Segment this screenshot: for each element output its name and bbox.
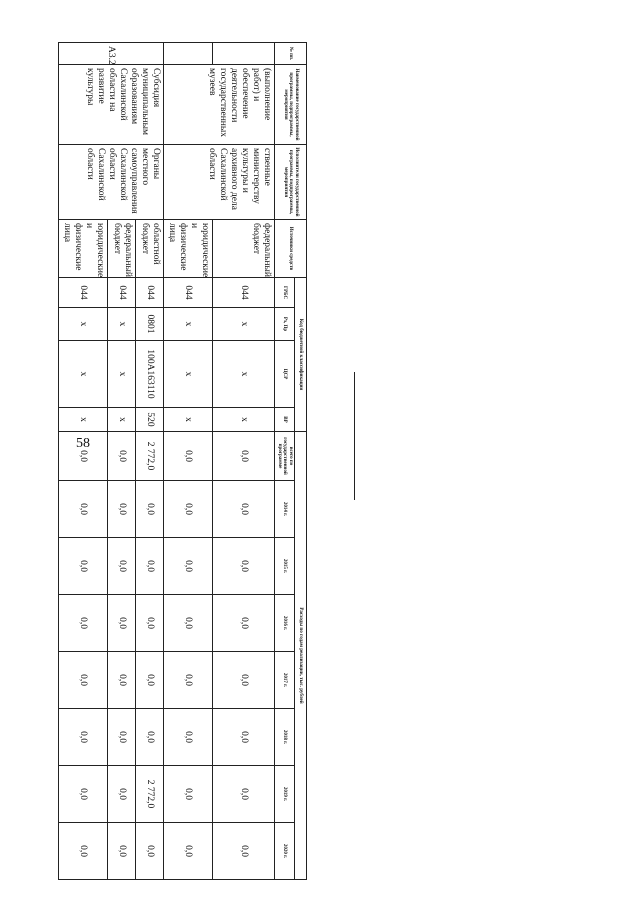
- cell-rzpr: х: [108, 308, 136, 341]
- cell-year: 0,0: [59, 766, 108, 823]
- cell-grbs: 044: [59, 278, 108, 308]
- header-num: № пп.: [275, 43, 307, 65]
- header-year: 2019 г.: [275, 766, 295, 823]
- cell-year: 0,0: [136, 481, 164, 538]
- cell-year: 0,0: [108, 823, 136, 880]
- header-source: Источники средств: [275, 220, 307, 278]
- cell-csr: 100А163110: [136, 341, 164, 408]
- cell-year: 2 772,0: [136, 766, 164, 823]
- cell-year: 0,0: [136, 538, 164, 595]
- cell-year: 0,0: [108, 481, 136, 538]
- cell-year: 0,0: [213, 538, 275, 595]
- cell-year: 0,0: [59, 823, 108, 880]
- cell-vr: х: [108, 408, 136, 432]
- header-executor: Исполнители государственной программы, подпрограммы, мероприятия: [275, 145, 307, 220]
- cell-total: 0,0: [213, 432, 275, 481]
- cell-year: 0,0: [164, 481, 213, 538]
- cell-year: 0,0: [213, 823, 275, 880]
- cell-year: 0,0: [59, 538, 108, 595]
- cell-total: 0,0: [164, 432, 213, 481]
- cell-source: федеральный бюджет: [213, 220, 275, 278]
- header-vr: ВР: [275, 408, 295, 432]
- cell-csr: х: [59, 341, 108, 408]
- cell-program: Субсидия муниципальным образованиям Сахалинской области на развитие культуры: [59, 65, 164, 145]
- header-csr: ЦСР: [275, 341, 295, 408]
- cell-total: 0,0: [108, 432, 136, 481]
- cell-grbs: 044: [136, 278, 164, 308]
- cell-executor: Органы местного самоуправления Сахалинской области Сахалинской области: [59, 145, 164, 220]
- cell-num: А3.2: [59, 43, 164, 65]
- cell-year: 0,0: [164, 766, 213, 823]
- header-year: 2018 г.: [275, 709, 295, 766]
- cell-rzpr: х: [213, 308, 275, 341]
- cell-year: 0,0: [164, 823, 213, 880]
- cell-source: областной бюджет: [136, 220, 164, 278]
- budget-table: [58, 42, 307, 880]
- cell-year: 0,0: [108, 709, 136, 766]
- cell-year: 0,0: [136, 652, 164, 709]
- header-program: Наименование государственной программы, подпрограммы, мероприятия: [275, 65, 307, 145]
- cell-year: 0,0: [213, 709, 275, 766]
- cell-year: 0,0: [164, 538, 213, 595]
- cell-num: [164, 43, 213, 65]
- cell-grbs: 044: [108, 278, 136, 308]
- table-row: [136, 43, 164, 880]
- page-number: 58: [76, 436, 90, 451]
- header-grbs: ГРБС: [275, 278, 295, 308]
- header-expenses: Расходы по годам реализации, тыс. рублей: [295, 432, 307, 880]
- cell-executor: ственные министерству культуры и архивного дела Сахалинской области: [164, 145, 275, 220]
- cell-year: 0,0: [108, 766, 136, 823]
- header-year: 2014 г.: [275, 481, 295, 538]
- header-year: 2017 г.: [275, 652, 295, 709]
- header-budget-class: Код бюджетной классификации: [295, 278, 307, 432]
- header-year: 2015 г.: [275, 538, 295, 595]
- cell-rzpr: х: [164, 308, 213, 341]
- header-year: 2020 г.: [275, 823, 295, 880]
- cell-year: 0,0: [164, 709, 213, 766]
- table-row: [213, 43, 275, 880]
- cell-source: юридические и физические лица: [164, 220, 213, 278]
- cell-year: 0,0: [164, 595, 213, 652]
- cell-year: 0,0: [136, 709, 164, 766]
- cell-year: 0,0: [59, 481, 108, 538]
- cell-vr: х: [59, 408, 108, 432]
- signature-line: [354, 372, 355, 500]
- cell-grbs: 044: [164, 278, 213, 308]
- header-rzpr: Рз, Пр: [275, 308, 295, 341]
- cell-year: 0,0: [164, 652, 213, 709]
- cell-year: 0,0: [213, 652, 275, 709]
- cell-program: (выполнение работ) и обеспечение деятельности государственных музеев: [164, 65, 275, 145]
- cell-year: 0,0: [136, 595, 164, 652]
- cell-vr: х: [213, 408, 275, 432]
- cell-vr: х: [164, 408, 213, 432]
- cell-year: 0,0: [213, 766, 275, 823]
- header-total: всего по государственной программе: [275, 432, 295, 481]
- cell-source: федеральный бюджет: [108, 220, 136, 278]
- cell-source: юридические и физические лица: [59, 220, 108, 278]
- cell-year: 0,0: [59, 652, 108, 709]
- cell-rzpr: 0801: [136, 308, 164, 341]
- cell-grbs: 044: [213, 278, 275, 308]
- cell-year: 0,0: [59, 709, 108, 766]
- header-year: 2016 г.: [275, 595, 295, 652]
- cell-csr: х: [213, 341, 275, 408]
- cell-total: 2 772,0: [136, 432, 164, 481]
- cell-num: [213, 43, 275, 65]
- cell-total: 0,0: [59, 432, 108, 481]
- cell-year: 0,0: [59, 595, 108, 652]
- cell-year: 0,0: [108, 538, 136, 595]
- cell-vr: 520: [136, 408, 164, 432]
- cell-rzpr: х: [59, 308, 108, 341]
- cell-year: 0,0: [136, 823, 164, 880]
- cell-year: 0,0: [108, 652, 136, 709]
- cell-csr: х: [108, 341, 136, 408]
- cell-csr: х: [164, 341, 213, 408]
- cell-year: 0,0: [108, 595, 136, 652]
- cell-year: 0,0: [213, 481, 275, 538]
- cell-year: 0,0: [213, 595, 275, 652]
